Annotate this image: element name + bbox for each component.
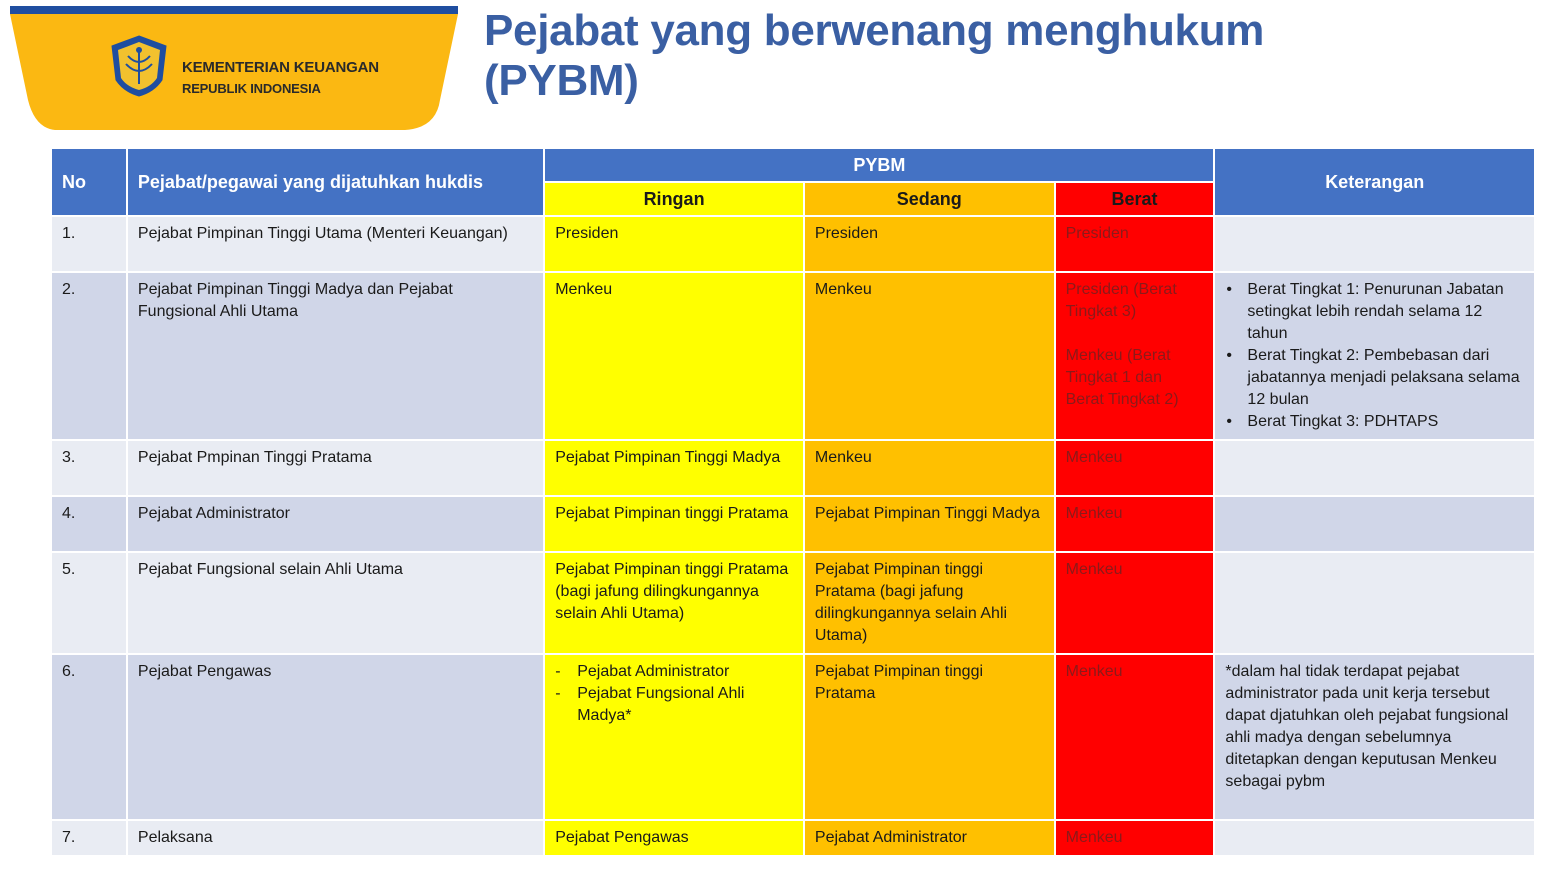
cell-keterangan (1215, 441, 1534, 495)
keterangan-list (1225, 279, 1524, 433)
header-berat: Berat (1056, 183, 1214, 215)
table-row (52, 441, 1534, 495)
cell-sedang: Menkeu (805, 273, 1054, 439)
cell-ringan: Presiden (545, 217, 803, 271)
table-row (52, 497, 1534, 551)
cell-berat: Menkeu (1056, 655, 1214, 819)
title-line-2: (PYBM) (484, 56, 639, 105)
header-sedang: Sedang (805, 183, 1054, 215)
cell-no: 4. (52, 497, 126, 551)
cell-keterangan (1215, 821, 1534, 855)
list-item: • Berat Tingkat 2: Pembebasan dari jabatannya menjadi pelaksana selama 12 bulan (1247, 345, 1524, 411)
berat-text-1: Presiden (Berat Tingkat 3) (1065, 281, 1177, 320)
cell-no: 7. (52, 821, 126, 855)
cell-pejabat: Pejabat Pimpinan Tinggi Madya dan Pejabat Fungsional Ahli Utama (128, 273, 543, 439)
table-row (52, 821, 1534, 855)
cell-sedang: Pejabat Pimpinan tinggi Pratama (bagi jafung dilingkungannya selain Ahli Utama) (805, 553, 1054, 653)
cell-ringan (545, 655, 803, 819)
cell-keterangan (1215, 217, 1534, 271)
cell-berat: Menkeu (1056, 553, 1214, 653)
cell-pejabat: Pelaksana (128, 821, 543, 855)
header-pejabat: Pejabat/pegawai yang dijatuhkan hukdis (128, 149, 543, 215)
org-subtitle: REPUBLIK INDONESIA (182, 81, 321, 96)
header-ringan: Ringan (545, 183, 803, 215)
cell-no: 1. (52, 217, 126, 271)
header-keterangan: Keterangan (1215, 149, 1534, 215)
table-row (52, 217, 1534, 271)
cell-no: 6. (52, 655, 126, 819)
list-item: - Pejabat Administrator (577, 661, 793, 683)
cell-keterangan (1215, 497, 1534, 551)
cell-pejabat: Pejabat Pimpinan Tinggi Utama (Menteri Keuangan) (128, 217, 543, 271)
spacer (1066, 323, 1204, 345)
cell-no: 2. (52, 273, 126, 439)
cell-sedang: Menkeu (805, 441, 1054, 495)
table-row (52, 655, 1534, 819)
cell-pejabat: Pejabat Fungsional selain Ahli Utama (128, 553, 543, 653)
table-row (52, 553, 1534, 653)
cell-berat: Menkeu (1056, 821, 1214, 855)
list-item: • Berat Tingkat 3: PDHTAPS (1247, 411, 1524, 433)
cell-pejabat: Pejabat Pmpinan Tinggi Pratama (128, 441, 543, 495)
cell-sedang: Pejabat Pimpinan tinggi Pratama (805, 655, 1054, 819)
cell-ringan: Pejabat Pengawas (545, 821, 803, 855)
header-pybm: PYBM (545, 149, 1213, 181)
list-item: • Berat Tingkat 1: Penurunan Jabatan setingkat lebih rendah selama 12 tahun (1247, 279, 1524, 345)
cell-no: 3. (52, 441, 126, 495)
header-no: No (52, 149, 126, 215)
ringan-list (555, 661, 793, 727)
cell-berat: Menkeu (1056, 441, 1214, 495)
ministry-emblem-icon (104, 34, 174, 98)
logo-banner (0, 0, 470, 135)
cell-ringan: Pejabat Pimpinan Tinggi Madya (545, 441, 803, 495)
berat-text-2: Menkeu (Berat Tingkat 1 dan Berat Tingkat 2) (1065, 347, 1179, 408)
cell-ringan: Pejabat Pimpinan tinggi Pratama (545, 497, 803, 551)
cell-sedang: Pejabat Administrator (805, 821, 1054, 855)
pybm-table (50, 147, 1536, 857)
cell-no: 5. (52, 553, 126, 653)
cell-keterangan (1215, 553, 1534, 653)
title-line-1: Pejabat yang berwenang menghukum (484, 6, 1265, 55)
list-item: - Pejabat Fungsional Ahli Madya* (577, 683, 793, 727)
cell-sedang: Pejabat Pimpinan Tinggi Madya (805, 497, 1054, 551)
cell-berat: Presiden (1056, 217, 1214, 271)
cell-sedang: Presiden (805, 217, 1054, 271)
cell-berat: Menkeu (1056, 497, 1214, 551)
cell-pejabat: Pejabat Administrator (128, 497, 543, 551)
cell-berat (1056, 273, 1214, 439)
cell-pejabat: Pejabat Pengawas (128, 655, 543, 819)
table-row (52, 273, 1534, 439)
cell-ringan: Pejabat Pimpinan tinggi Pratama (bagi jafung dilingkungannya selain Ahli Utama) (545, 553, 803, 653)
cell-ringan: Menkeu (545, 273, 803, 439)
page-title (484, 6, 1264, 106)
org-name: KEMENTERIAN KEUANGAN (182, 59, 379, 76)
cell-keterangan: *dalam hal tidak terdapat pejabat administrator pada unit kerja tersebut dapat djatuhkan oleh pejabat fungsional ahli madya dengan sebelumnya ditetapkan dengan keputusan Menkeu sebagai pybm (1215, 655, 1534, 819)
cell-keterangan (1215, 273, 1534, 439)
